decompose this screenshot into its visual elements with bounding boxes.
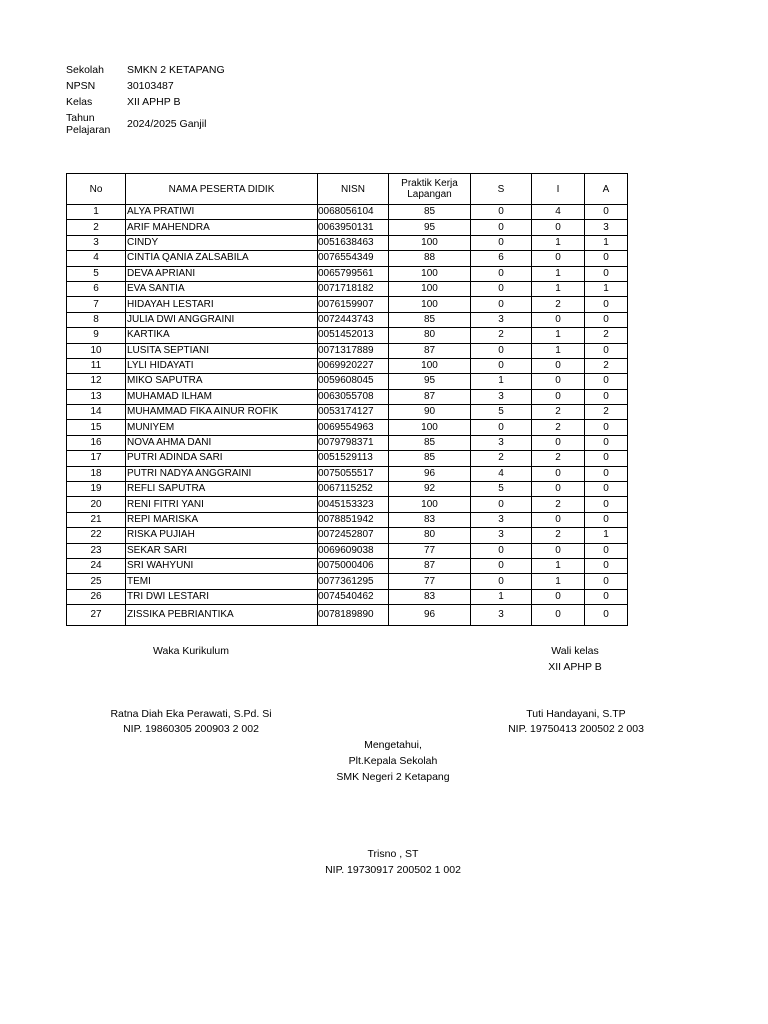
cell-no: 27 [67,605,126,626]
cell-no: 24 [67,558,126,573]
info-value: 2024/2025 Ganjil [127,118,207,130]
cell-a: 0 [585,451,628,466]
table-header-row [67,174,628,205]
cell-nisn: 0063950131 [318,220,389,235]
cell-s: 3 [471,312,532,327]
cell-nisn: 0071317889 [318,343,389,358]
cell-i: 0 [532,512,585,527]
cell-no: 19 [67,482,126,497]
header-a: A [585,174,628,205]
cell-name: MUHAMAD ILHAM [126,389,318,404]
cell-pkl: 100 [389,297,471,312]
table-row [67,451,628,466]
cell-i: 1 [532,281,585,296]
kepala-position: Plt.Kepala Sekolah [348,755,438,767]
cell-i: 2 [532,420,585,435]
table-row [67,528,628,543]
cell-no: 26 [67,589,126,604]
cell-a: 0 [585,605,628,626]
wali-title: Wali kelas [551,645,599,657]
table-row [67,358,628,373]
cell-i: 0 [532,374,585,389]
cell-s: 0 [471,281,532,296]
cell-s: 0 [471,497,532,512]
cell-no: 8 [67,312,126,327]
cell-a: 2 [585,405,628,420]
cell-name: CINTIA QANIA ZALSABILA [126,251,318,266]
cell-nisn: 0072443743 [318,312,389,327]
cell-no: 23 [67,543,126,558]
table-row [67,482,628,497]
cell-s: 3 [471,512,532,527]
cell-nisn: 0075000406 [318,558,389,573]
cell-name: LYLI HIDAYATI [126,358,318,373]
cell-no: 17 [67,451,126,466]
table-row [67,435,628,450]
cell-a: 0 [585,374,628,389]
cell-pkl: 100 [389,420,471,435]
cell-s: 5 [471,405,532,420]
cell-pkl: 83 [389,512,471,527]
cell-no: 1 [67,205,126,220]
cell-s: 3 [471,528,532,543]
cell-i: 0 [532,589,585,604]
cell-no: 25 [67,574,126,589]
table-row [67,420,628,435]
cell-s: 0 [471,266,532,281]
cell-name: ALYA PRATIWI [126,205,318,220]
cell-nisn: 0076159907 [318,297,389,312]
cell-nisn: 0076554349 [318,251,389,266]
cell-s: 0 [471,343,532,358]
cell-name: JULIA DWI ANGGRAINI [126,312,318,327]
cell-name: SRI WAHYUNI [126,558,318,573]
cell-s: 3 [471,435,532,450]
cell-name: LUSITA SEPTIANI [126,343,318,358]
table-row [67,605,628,626]
cell-name: HIDAYAH LESTARI [126,297,318,312]
cell-no: 4 [67,251,126,266]
cell-a: 0 [585,251,628,266]
cell-s: 0 [471,574,532,589]
cell-no: 15 [67,420,126,435]
cell-pkl: 87 [389,558,471,573]
waka-nip: NIP. 19860305 200903 2 002 [123,723,259,735]
cell-i: 0 [532,466,585,481]
header-nisn: NISN [318,174,389,205]
cell-a: 0 [585,389,628,404]
table-row [67,343,628,358]
cell-a: 0 [585,297,628,312]
cell-a: 0 [585,205,628,220]
table-row [67,312,628,327]
cell-s: 4 [471,466,532,481]
cell-no: 20 [67,497,126,512]
header-i: I [532,174,585,205]
cell-pkl: 77 [389,543,471,558]
cell-pkl: 96 [389,605,471,626]
info-label: Sekolah [66,64,104,76]
info-label: Kelas [66,96,93,108]
cell-no: 22 [67,528,126,543]
table-row [67,574,628,589]
cell-pkl: 90 [389,405,471,420]
waka-title: Waka Kurikulum [152,645,230,657]
cell-nisn: 0075055517 [318,466,389,481]
cell-s: 0 [471,220,532,235]
table-row [67,205,628,220]
cell-pkl: 85 [389,312,471,327]
cell-i: 1 [532,328,585,343]
cell-i: 0 [532,389,585,404]
cell-s: 5 [471,482,532,497]
cell-pkl: 92 [389,482,471,497]
cell-nisn: 0063055708 [318,389,389,404]
cell-a: 2 [585,328,628,343]
cell-no: 6 [67,281,126,296]
cell-nisn: 0045153323 [318,497,389,512]
header-pkl [389,174,471,205]
cell-pkl: 80 [389,328,471,343]
cell-s: 6 [471,251,532,266]
cell-s: 0 [471,420,532,435]
cell-pkl: 80 [389,528,471,543]
cell-s: 3 [471,389,532,404]
cell-pkl: 87 [389,343,471,358]
table-row [67,281,628,296]
cell-no: 13 [67,389,126,404]
cell-nisn: 0069554963 [318,420,389,435]
table-row [67,374,628,389]
table-row [67,328,628,343]
header-pkl-label: Praktik Kerja Lapangan [401,178,458,200]
cell-s: 1 [471,589,532,604]
grades-table [66,173,628,626]
kepala-nip: NIP. 19730917 200502 1 002 [325,864,461,876]
cell-nisn: 0078851942 [318,512,389,527]
cell-a: 0 [585,420,628,435]
cell-no: 21 [67,512,126,527]
cell-nisn: 0074540462 [318,589,389,604]
cell-name: RISKA PUJIAH [126,528,318,543]
cell-nisn: 0053174127 [318,405,389,420]
cell-s: 1 [471,374,532,389]
cell-a: 0 [585,466,628,481]
cell-no: 5 [67,266,126,281]
cell-i: 2 [532,405,585,420]
table-row [67,389,628,404]
wali-name: Tuti Handayani, S.TP [526,708,626,720]
cell-no: 11 [67,358,126,373]
cell-name: ARIF MAHENDRA [126,220,318,235]
cell-pkl: 100 [389,281,471,296]
cell-pkl: 85 [389,435,471,450]
cell-name: REFLI SAPUTRA [126,482,318,497]
cell-pkl: 88 [389,251,471,266]
cell-a: 0 [585,543,628,558]
cell-no: 7 [67,297,126,312]
cell-name: EVA SANTIA [126,281,318,296]
cell-a: 0 [585,574,628,589]
cell-i: 2 [532,528,585,543]
cell-name: NOVA AHMA DANI [126,435,318,450]
cell-nisn: 0078189890 [318,605,389,626]
cell-name: PUTRI NADYA ANGGRAINI [126,466,318,481]
table-row [67,220,628,235]
cell-nisn: 0068056104 [318,205,389,220]
cell-pkl: 96 [389,466,471,481]
cell-name: DEVA APRIANI [126,266,318,281]
cell-s: 3 [471,605,532,626]
cell-a: 0 [585,558,628,573]
table-row [67,251,628,266]
cell-nisn: 0069920227 [318,358,389,373]
cell-no: 9 [67,328,126,343]
table-row [67,405,628,420]
info-value: SMKN 2 KETAPANG [127,64,225,76]
cell-nisn: 0059608045 [318,374,389,389]
cell-nisn: 0051529113 [318,451,389,466]
cell-s: 0 [471,297,532,312]
cell-a: 2 [585,358,628,373]
cell-nisn: 0069609038 [318,543,389,558]
table-row [67,497,628,512]
cell-name: SEKAR SARI [126,543,318,558]
cell-nisn: 0079798371 [318,435,389,450]
cell-a: 1 [585,281,628,296]
cell-nisn: 0051638463 [318,235,389,250]
cell-name: ZISSIKA PEBRIANTIKA [126,605,318,626]
header-name: NAMA PESERTA DIDIK [126,174,318,205]
cell-s: 0 [471,558,532,573]
cell-no: 2 [67,220,126,235]
cell-pkl: 100 [389,266,471,281]
cell-name: RENI FITRI YANI [126,497,318,512]
cell-name: MUHAMMAD FIKA AINUR ROFIK [126,405,318,420]
cell-pkl: 100 [389,358,471,373]
info-label: Tahun Pelajaran [66,112,111,136]
cell-pkl: 100 [389,497,471,512]
cell-nisn: 0065799561 [318,266,389,281]
cell-a: 3 [585,220,628,235]
cell-i: 1 [532,574,585,589]
cell-i: 0 [532,312,585,327]
cell-i: 1 [532,235,585,250]
table-row [67,543,628,558]
cell-a: 0 [585,589,628,604]
table-row [67,558,628,573]
cell-nisn: 0071718182 [318,281,389,296]
kepala-name: Trisno , ST [367,848,419,860]
table-row [67,297,628,312]
info-value: XII APHP B [127,96,181,108]
cell-nisn: 0077361295 [318,574,389,589]
cell-i: 4 [532,205,585,220]
cell-no: 18 [67,466,126,481]
cell-a: 0 [585,482,628,497]
cell-no: 12 [67,374,126,389]
wali-nip: NIP. 19750413 200502 2 003 [508,723,644,735]
cell-a: 0 [585,435,628,450]
cell-pkl: 100 [389,235,471,250]
cell-nisn: 0067115252 [318,482,389,497]
cell-a: 1 [585,528,628,543]
table-row [67,512,628,527]
info-value: 30103487 [127,80,174,92]
header-s: S [471,174,532,205]
cell-a: 0 [585,343,628,358]
cell-i: 2 [532,451,585,466]
cell-i: 0 [532,543,585,558]
cell-pkl: 85 [389,205,471,220]
cell-i: 1 [532,558,585,573]
table-row [67,266,628,281]
cell-pkl: 77 [389,574,471,589]
cell-i: 0 [532,435,585,450]
cell-no: 16 [67,435,126,450]
cell-pkl: 95 [389,374,471,389]
cell-name: KARTIKA [126,328,318,343]
table-row [67,235,628,250]
cell-a: 0 [585,512,628,527]
cell-name: TRI DWI LESTARI [126,589,318,604]
cell-i: 1 [532,343,585,358]
header-no: No [67,174,126,205]
cell-no: 14 [67,405,126,420]
cell-i: 2 [532,297,585,312]
cell-a: 0 [585,312,628,327]
kepala-school: SMK Negeri 2 Ketapang [336,771,450,783]
wali-class: XII APHP B [548,661,602,673]
cell-nisn: 0051452013 [318,328,389,343]
cell-name: MIKO SAPUTRA [126,374,318,389]
cell-name: TEMI [126,574,318,589]
cell-name: MUNIYEM [126,420,318,435]
table-row [67,589,628,604]
cell-s: 2 [471,451,532,466]
kepala-acknowledged: Mengetahui, [364,739,422,751]
cell-i: 0 [532,220,585,235]
cell-s: 0 [471,205,532,220]
cell-s: 0 [471,543,532,558]
cell-pkl: 87 [389,389,471,404]
cell-a: 0 [585,266,628,281]
cell-i: 0 [532,482,585,497]
cell-s: 0 [471,235,532,250]
table-row [67,466,628,481]
waka-name: Ratna Diah Eka Perawati, S.Pd. Si [110,708,272,720]
cell-a: 0 [585,497,628,512]
cell-pkl: 85 [389,451,471,466]
cell-s: 0 [471,358,532,373]
cell-no: 3 [67,235,126,250]
cell-i: 2 [532,497,585,512]
cell-i: 0 [532,358,585,373]
cell-name: CINDY [126,235,318,250]
cell-s: 2 [471,328,532,343]
cell-no: 10 [67,343,126,358]
cell-nisn: 0072452807 [318,528,389,543]
cell-i: 0 [532,605,585,626]
cell-i: 0 [532,251,585,266]
cell-name: PUTRI ADINDA SARI [126,451,318,466]
cell-a: 1 [585,235,628,250]
info-label: NPSN [66,80,96,92]
cell-pkl: 83 [389,589,471,604]
cell-name: REPI MARISKA [126,512,318,527]
cell-pkl: 95 [389,220,471,235]
cell-i: 1 [532,266,585,281]
